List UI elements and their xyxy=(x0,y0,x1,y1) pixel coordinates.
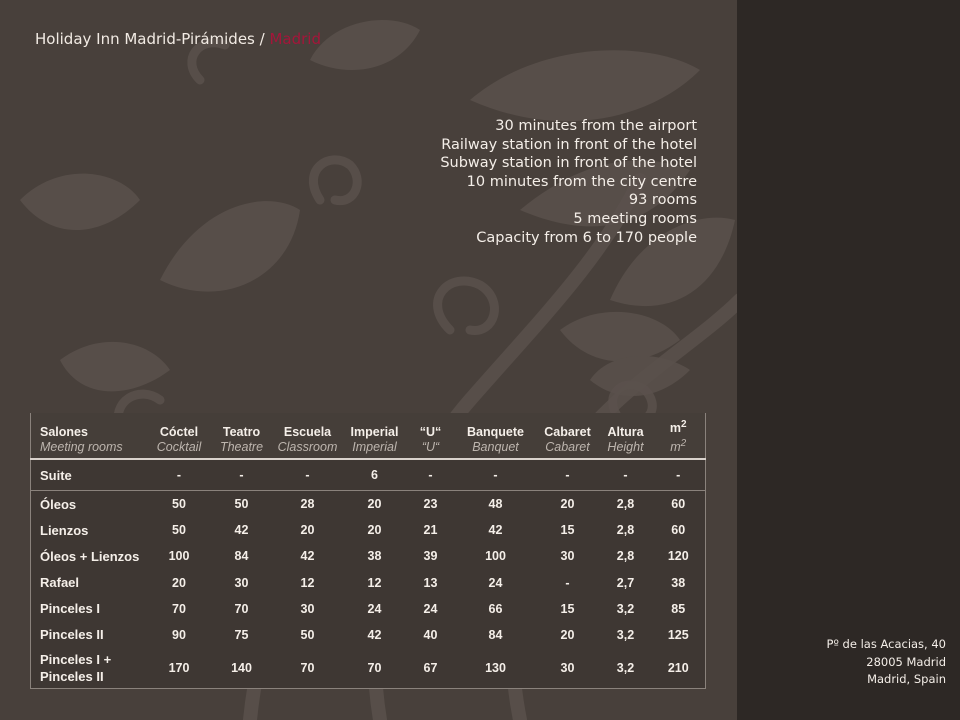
table-cell: 42 xyxy=(234,523,249,538)
meeting-rooms-table xyxy=(30,413,706,689)
column-header-banquet: Banquete Banquet xyxy=(456,413,536,459)
table-cell: 24 xyxy=(367,601,382,616)
feature-item: 30 minutes from the airport xyxy=(495,118,697,134)
table-cell: 38 xyxy=(671,575,686,590)
room-name-cell: Suite xyxy=(31,459,147,491)
address-line: 28005 Madrid xyxy=(866,654,946,669)
table-cell: 30 xyxy=(300,601,315,616)
table-cell: 70 xyxy=(300,660,315,675)
page-title xyxy=(35,30,321,48)
table-cell: 23 xyxy=(423,497,438,512)
hotel-name: Holiday Inn Madrid-Pirámides / xyxy=(35,30,265,48)
table-row xyxy=(31,596,706,622)
table-cell: 2,8 xyxy=(616,497,635,512)
table-row xyxy=(31,491,706,518)
table-cell: 75 xyxy=(234,627,249,642)
table-header xyxy=(31,413,706,459)
table-cell: 2,7 xyxy=(616,575,635,590)
table-cell: 210 xyxy=(667,660,689,675)
table-row xyxy=(31,517,706,543)
room-name-cell: Pinceles I xyxy=(40,601,100,617)
column-header-rooms: Salones Meeting rooms xyxy=(31,413,147,459)
table-cell: 60 xyxy=(671,497,686,512)
table-cell: 6 xyxy=(344,459,406,491)
table-cell: 30 xyxy=(234,575,249,590)
address-line: Pº de las Acacias, 40 xyxy=(826,637,946,651)
room-name-cell: Óleos + Lienzos xyxy=(40,548,140,564)
table-cell: 70 xyxy=(234,601,249,616)
table-cell: 84 xyxy=(234,549,249,564)
table-cell: 42 xyxy=(300,549,315,564)
feature-item: 93 rooms xyxy=(628,192,697,209)
table-cell: 125 xyxy=(667,627,689,642)
table-row xyxy=(31,543,706,569)
table-cell: 3,2 xyxy=(616,627,635,642)
table-row xyxy=(31,569,706,595)
column-header-imperial: Imperial Imperial xyxy=(344,413,406,459)
table-cell: 100 xyxy=(485,549,506,564)
table-cell: - xyxy=(406,459,456,491)
table-cell: - xyxy=(456,459,536,491)
table-cell: 42 xyxy=(488,523,503,538)
table-cell: 20 xyxy=(300,523,315,538)
table-cell: 90 xyxy=(172,627,186,642)
table-cell: 2,8 xyxy=(616,549,635,564)
table-cell: 85 xyxy=(671,601,686,616)
table-cell: 15 xyxy=(560,523,575,538)
room-name-cell: Rafael xyxy=(40,575,80,590)
table-cell: 50 xyxy=(234,497,249,512)
table-cell: 67 xyxy=(423,660,438,675)
table-cell: 24 xyxy=(423,601,438,616)
column-header-theatre: Teatro Theatre xyxy=(212,413,272,459)
table-cell: 15 xyxy=(560,601,575,616)
table-cell: 50 xyxy=(172,497,186,512)
feature-item: Subway station in front of the hotel xyxy=(440,155,697,172)
table-cell: 120 xyxy=(667,549,689,564)
side-panel xyxy=(737,0,960,720)
features-list xyxy=(360,117,697,247)
table-body xyxy=(31,459,706,689)
feature-item: Capacity from 6 to 170 people xyxy=(476,229,697,246)
column-header-cocktail: Cóctel Cocktail xyxy=(147,413,212,459)
table-cell: 40 xyxy=(423,627,438,642)
table-cell: 20 xyxy=(172,575,186,590)
address-line: Madrid, Spain xyxy=(867,672,946,686)
table-cell: - xyxy=(147,459,212,491)
table-cell: - xyxy=(272,459,344,491)
column-header-cabaret: Cabaret Cabaret xyxy=(536,413,600,459)
table-cell: - xyxy=(565,575,570,590)
table-cell: 170 xyxy=(168,660,190,675)
column-header-height: Altura Height xyxy=(600,413,652,459)
table-cell: 66 xyxy=(488,601,503,616)
table-cell: 60 xyxy=(671,523,686,538)
table-cell: 39 xyxy=(423,549,438,564)
room-name-cell: Lienzos xyxy=(40,522,89,538)
table-cell: 2,8 xyxy=(616,523,635,538)
table-cell: - xyxy=(212,459,272,491)
table-cell: 130 xyxy=(485,660,506,675)
table-row xyxy=(31,648,706,689)
room-name-cell: Óleos xyxy=(40,496,77,512)
column-header-classroom: Escuela Classroom xyxy=(272,413,344,459)
table-cell: 48 xyxy=(488,497,503,512)
table-cell: 28 xyxy=(300,497,315,512)
table-cell: 30 xyxy=(560,549,575,564)
table-cell: 20 xyxy=(560,497,575,512)
room-name-cell: Pinceles II xyxy=(40,627,104,643)
city-link[interactable]: Madrid xyxy=(269,30,321,48)
table-cell: 20 xyxy=(367,523,382,538)
feature-item: 5 meeting rooms xyxy=(573,210,697,227)
feature-item: Railway station in front of the hotel xyxy=(441,136,697,153)
table-row xyxy=(31,459,706,491)
table-cell: 20 xyxy=(367,497,382,512)
table-cell: - xyxy=(536,459,600,491)
table-cell: 100 xyxy=(168,549,190,564)
table-cell: 30 xyxy=(560,660,575,675)
room-name-cell: Pinceles I + Pinceles II xyxy=(40,651,112,684)
table-cell: 50 xyxy=(300,627,315,642)
table-cell: 20 xyxy=(560,627,575,642)
table-cell: - xyxy=(600,459,652,491)
table-cell: 3,2 xyxy=(616,601,635,616)
table-cell: 50 xyxy=(172,523,186,538)
column-header-area: $m^2$ $m^2$ xyxy=(652,413,706,459)
table-cell: 12 xyxy=(300,575,315,590)
table-cell: 21 xyxy=(423,523,438,538)
table-cell: 42 xyxy=(367,627,382,642)
table-cell: 70 xyxy=(367,660,382,675)
feature-item: 10 minutes from the city centre xyxy=(466,173,697,190)
table-cell: 70 xyxy=(172,601,186,616)
table-cell: 12 xyxy=(367,575,382,590)
table-row xyxy=(31,622,706,648)
table-cell: 38 xyxy=(367,549,382,564)
table-cell: 3,2 xyxy=(616,660,635,675)
table-cell: 140 xyxy=(231,660,252,675)
table-cell: 84 xyxy=(488,627,503,642)
table-cell: 13 xyxy=(423,575,438,590)
table-cell: 24 xyxy=(488,575,503,590)
hotel-address xyxy=(760,636,946,689)
column-header-u: “U“ “U“ xyxy=(406,413,456,459)
table-cell: - xyxy=(652,459,706,491)
